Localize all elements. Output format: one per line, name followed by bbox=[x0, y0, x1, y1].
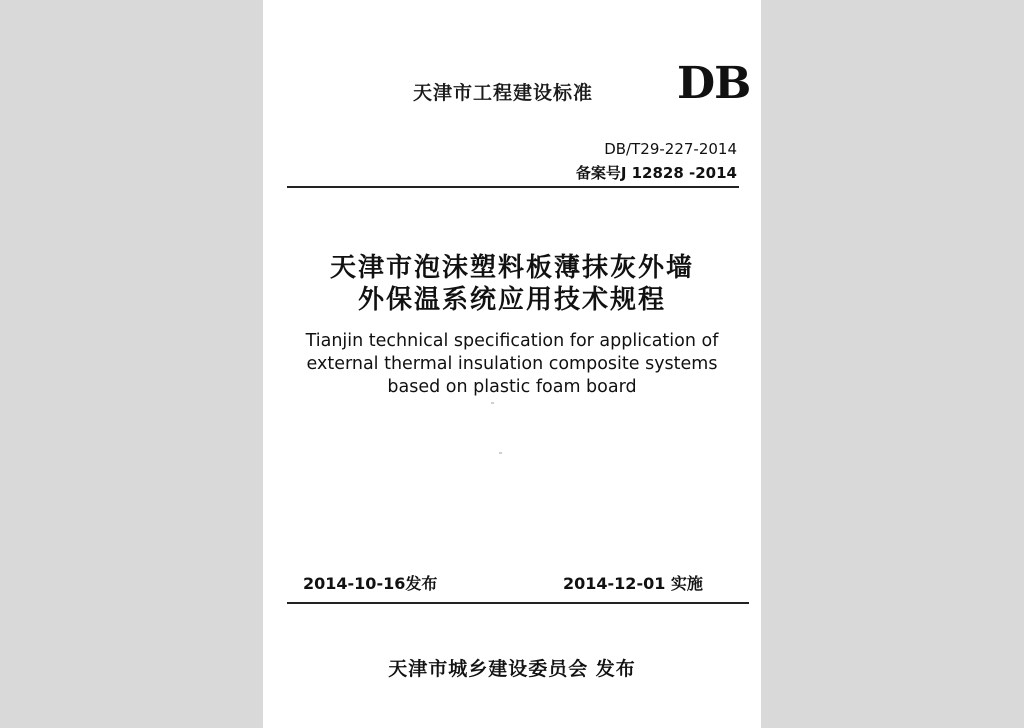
standard-number: DB/T29-227-2014 bbox=[604, 140, 737, 158]
cover-page bbox=[263, 0, 761, 728]
bottom-divider bbox=[287, 602, 749, 604]
record-number: 备案号J 12828 -2014 bbox=[575, 164, 737, 182]
top-divider bbox=[287, 186, 739, 188]
implementation-date: 2014-12-01 实施 bbox=[563, 574, 703, 593]
paper-speck bbox=[491, 402, 494, 404]
title-en-line-2: external thermal insulation composite systems bbox=[306, 354, 718, 374]
publisher: 天津市城乡建设委员会 发布 bbox=[388, 658, 636, 680]
title-en-line-3: based on plastic foam board bbox=[387, 377, 637, 397]
standard-category: 天津市工程建设标准 bbox=[413, 82, 594, 104]
title-cn-line-2: 外保温系统应用技术规程 bbox=[357, 285, 666, 315]
db-mark: DB bbox=[677, 58, 751, 109]
paper-speck bbox=[499, 452, 502, 454]
issue-date: 2014-10-16发布 bbox=[303, 574, 438, 593]
title-cn-line-1: 天津市泡沫塑料板薄抹灰外墙 bbox=[329, 253, 694, 283]
title-en-line-1: Tianjin technical specification for application of bbox=[305, 331, 719, 351]
